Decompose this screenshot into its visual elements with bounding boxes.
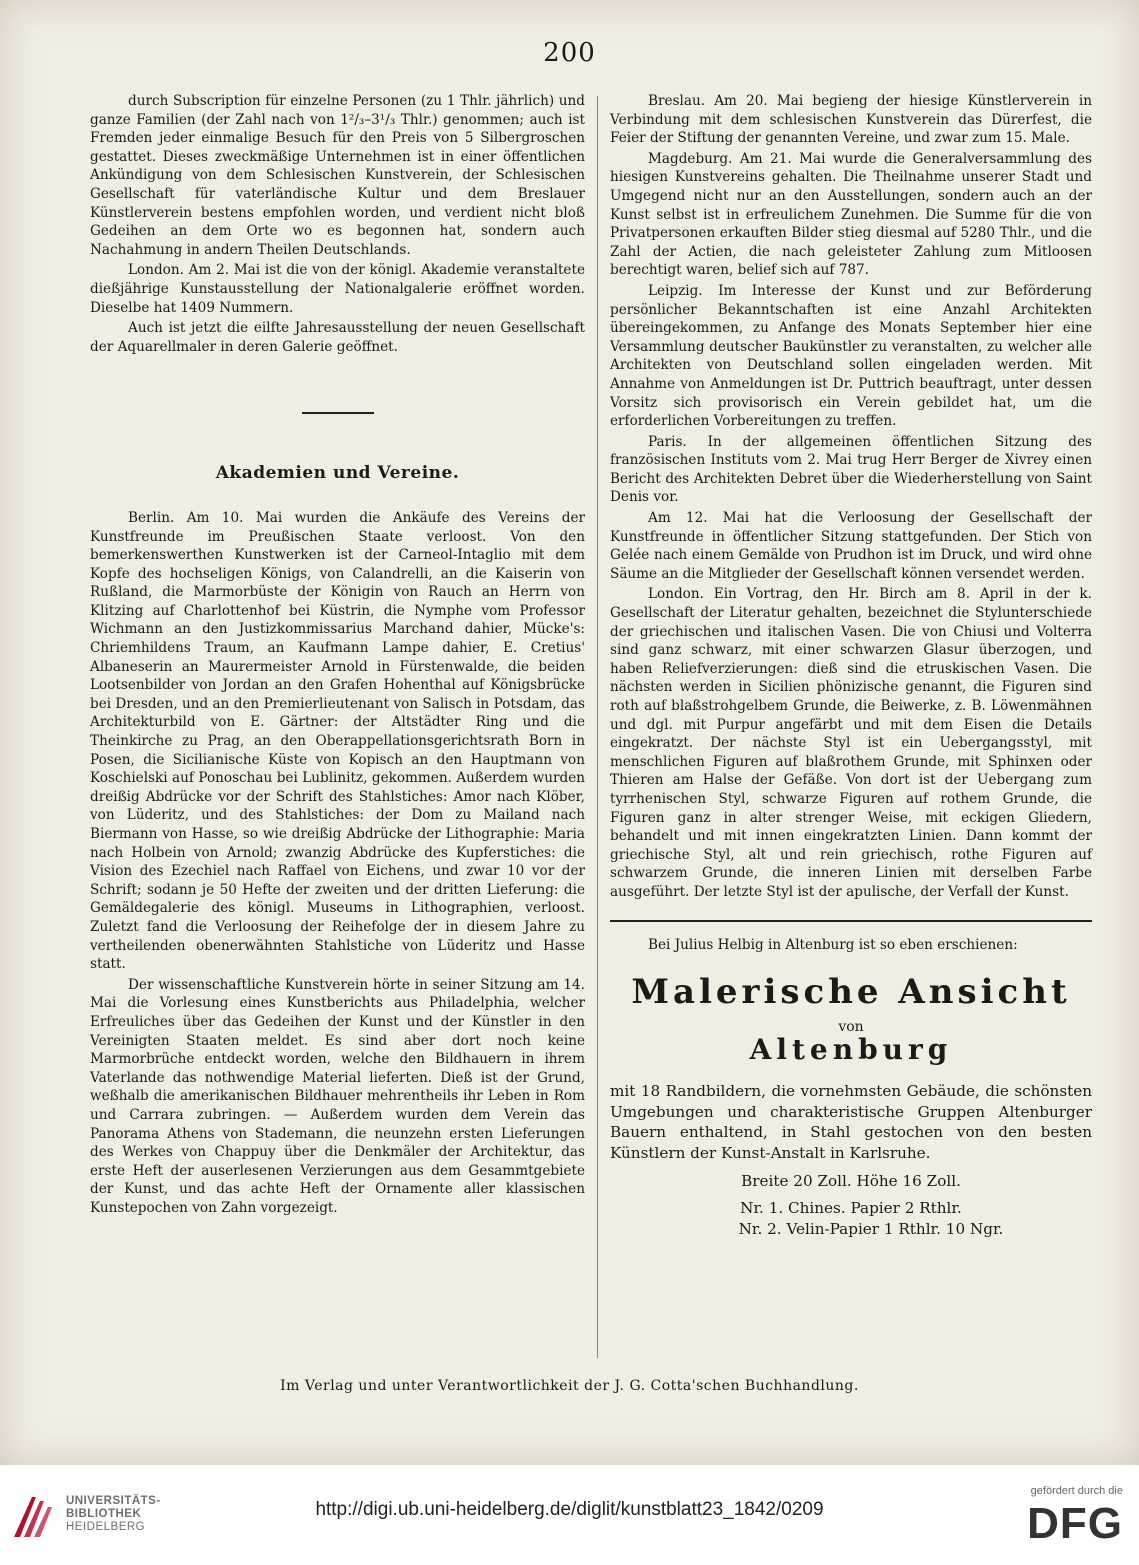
- advertisement: [610, 936, 1092, 1240]
- ad-price-1: Nr. 1. Chines. Papier 2 Rthlr.: [740, 1198, 962, 1217]
- library-name-line-2: BIBLIOTHEK: [66, 1508, 142, 1520]
- advertisement-rule: [610, 920, 1092, 922]
- paragraph-kunstverein: Der wissenschaftliche Kunstverein hörte in seiner Sitzung am 14. Mai die Vorlesung eines Kunstberichts aus Philadelphia, welcher Erfreuliches über das Gedeihen der Kunst und der Künstler in den Vereinigten Staaten meldet. Es sind aber dort noch keine Marmorbrüche entdeckt worden, welche den Bildhauern in ihrem Vaterlande das nothwendige Material lieferten. Dieß ist der Grund, weßhalb die amerikanischen Bildhauer mehrentheils ihr Leben in Rom und Carrara zubringen. — Außerdem wurden dem Verein das Panorama Athens von Stademann, die neunzehn ersten Lieferungen des Werkes von Chappuy über die Denkmäler der Architektur, das erste Heft der auserlesenen Verzierungen aus dem Gesammtgebiete der Kunst, und das achte Heft der Ornamente aller klassischen Kunstepochen von Zahn vorgezeigt.: [90, 976, 585, 1216]
- paragraph-paris: Paris. In der allgemeinen öffentlichen Sitzung des französischen Instituts vom 2. Mai trug Herr Berger de Xivrey einen Bericht des Architekten Debret über die Wiederherstellung von Saint Denis vor.: [610, 433, 1092, 506]
- paragraph-verloosung: Am 12. Mai hat die Verloosung der Gesellschaft der Kunstfreunde in öffentlicher Sitzung stattgefunden. Der Stich von Gelée nach einem Gemälde von Prudhon ist im Druck, und wird ohne Säume an die Mitglieder der Gesellschaft können versendet werden.: [610, 510, 1092, 582]
- paragraph-subscription: durch Subscription für einzelne Personen (zu 1 Thlr. jährlich) und ganze Familien (der Zahl nach von 1²/₃–3¹/₃ Thlr.) genommen; auch ist Fremden jeder einmalige Besuch für den Preis von 5 Silbergroschen gestattet. Dieses zweckmäßige Unternehmen ist in einer öffentlichen Ankündigung von dem Schlesischen Kunstverein, der Schlesischen Gesellschaft für vaterländische Kultur und dem Breslauer Künstlerverein bestens empfohlen worden, und verdient nicht bloß Gedeihen an dem Orte wo es begonnen hat, sondern auch Nachahmung in andern Theilen Deutschlands.: [90, 93, 585, 258]
- ad-intro: Bei Julius Helbig in Altenburg ist so eben erschienen:: [648, 936, 1018, 953]
- source-url-link[interactable]: http://digi.ub.uni-heidelberg.de/diglit/kunstblatt23_1842/0209: [315, 1499, 824, 1520]
- ad-title: Malerische Ansicht: [631, 972, 1071, 1013]
- page-number: 200: [543, 38, 596, 68]
- section-divider: [302, 412, 374, 414]
- funded-by-label: gefördert durch die: [1030, 1485, 1123, 1497]
- paragraph-london-vasen: London. Ein Vortrag, den Hr. Birch am 8. April in der k. Gesellschaft der Literatur gehalten, bezeichnet die Stylunterschiede der griechischen und italischen Vasen. Die von Chiusi und Volterra sind ganz schwarz, mit einer schwarzen Glasur überzogen, und haben Reliefverzierungen: dieß sind die etruskischen Vasen. Die nächsten werden in Sicilien phönizische genannt, die Figuren sind roth auf blaßstrohgelbem Grunde, die Beiwerke, z. B. Löwenmähnen und dgl. mit Purpur angefärbt und mit dem Eisen die Details eingekratzt. Der nächste Styl ist ein Uebergangsstyl, mit menschlichen Figuren auf blaßrothem Grunde, mit Sphinxen oder Thieren am Halse der Gefäße. Von dort ist der Uebergang zum tyrrhenischen Styl, schwarze Figuren auf rothem Grunde, die Figuren ganz in alter strenger Weise, mit eckigen Gliedern, behandelt und mit innen eingekratzten Linien. Dann kommt der griechische Styl, alt und rein griechisch, rothe Figuren auf schwarzem Grunde, die inneren Linien mit derselben Farbe ausgeführt. Der letzte Styl ist der apulische, der Verfall der Kunst.: [610, 586, 1092, 900]
- paragraph-breslau: Breslau. Am 20. Mai begieng der hiesige Künstlerverein in Verbindung mit dem schlesischen Kunstverein das Dürerfest, die Feier der Stiftung der genannten Vereine, und zwar zum 15. Male.: [610, 93, 1092, 147]
- ad-price-2: Nr. 2. Velin-Papier 1 Rthlr. 10 Ngr.: [738, 1219, 1004, 1238]
- ad-size: Breite 20 Zoll. Höhe 16 Zoll.: [741, 1171, 961, 1190]
- ad-description: mit 18 Randbildern, die vornehmsten Gebäude, die schönsten Umgebungen und charakteristische Gruppen Altenburger Bauern enthaltend, in Stahl gestochen von den besten Künstlern der Kunst-Anstalt in Karlsruhe.: [610, 1082, 1092, 1162]
- paragraph-berlin: Berlin. Am 10. Mai wurden die Ankäufe des Vereins der Kunstfreunde im Preußischen Staate verloost. Von den bemerkenswerthen Kunstwerken ist der Carneol-Intaglio mit dem Kopfe des hochseligen Königs, von Calandrelli, an die Kaiserin von Rußland, die Marmorbüste der Königin von Rauch an Herrn von Klitzing auf Charlottenhof bei Küstrin, die Nymphe vom Professor Wichmann an den Justizkommissarius Marchand dahier, Mücke's: Chriemhildens Traum, an Kaufmann Lampe dahier, E. Cretius' Albaneserin an Maurermeister Arnold in Fürstenwalde, die beiden Lootsenbilder von Jordan an den Grafen Hohenthal auf Königsbrücke bei Dresden, und an den Premierlieutenant von Salisch in Potsdam, das Architekturbild von E. Gärtner: der Altstädter Ring und die Theinkirche zu Prag, an den Oberappellationsgerichtsrath Born in Posen, die Sicilianische Küste von Kopisch an den Hauptmann von Koschielski auf Ponoschau bei Lublinitz, gekommen. Außerdem wurden dreißig Abdrücke vor der Schrift des Stahlstiches: Amor nach Klöber, von Lüderitz, und des Stahlstiches: der Dom zu Mailand nach Biermann von Hasse, so wie dreißig Abdrücke der Lithographie: Maria nach Holbein von Arnold; zwanzig Abdrücke des Kupferstiches: die Vision des Ezechiel nach Raffael von Eichens, und zwar 10 vor der Schrift; sodann je 50 Hefte der zweiten und der dritten Lieferung: die Gemäldegalerie des königl. Museums in Lithographien, verloost. Zuletzt fand die Verloosung der Reihefolge der in diesem Jahre zu vertheilenden obenerwähnten Stahlstiche von Lüderitz und Hasse statt.: [90, 509, 585, 973]
- dfg-logo: DFG: [1027, 1499, 1123, 1548]
- library-name-line-3: HEIDELBERG: [66, 1521, 146, 1533]
- library-name-line-1: UNIVERSITÄTS-: [66, 1495, 161, 1507]
- left-column: [90, 92, 585, 1217]
- right-column: [610, 92, 1092, 1240]
- section-title: Akademien und Vereine.: [215, 463, 460, 484]
- paragraph-london-akademie: London. Am 2. Mai ist die von der königl. Akademie veranstaltete dießjährige Kunstausstellung der Nationalgalerie eröffnet worden. Dieselbe hat 1409 Nummern.: [90, 262, 585, 316]
- publisher-footer: Im Verlag und unter Verantwortlichkeit der J. G. Cotta'schen Buchhandlung.: [280, 1378, 859, 1394]
- ad-von: von: [838, 1019, 864, 1036]
- paragraph-magdeburg: Magdeburg. Am 21. Mai wurde die Generalversammlung des hiesigen Kunstvereins gehalten. Die Theilnahme unserer Stadt und Umgegend nicht nur an den Ausstellungen, sondern auch an der Kunst selbst ist in erfreulichem Zunehmen. Die Summe für die von Privatpersonen erkauften Bilder stieg diesmal auf 5280 Thlr., und die Zahl der Actien, die nach geleisteter Zahlung zum Mitloosen berechtigt waren, belief sich auf 787.: [610, 150, 1092, 279]
- digitization-bar: [0, 1465, 1139, 1565]
- paragraph-aquarellmaler: Auch ist jetzt die eilfte Jahresausstellung der neuen Gesellschaft der Aquarellmaler in deren Galerie geöffnet.: [90, 320, 585, 355]
- column-rule: [597, 96, 598, 1358]
- paragraph-leipzig: Leipzig. Im Interesse der Kunst und zur Beförderung persönlicher Bekanntschaften ist eine Anzahl Architekten übereingekommen, zu Anfange des Monats September hier eine Versammlung deutscher Baukünstler zu veranstalten, zu welcher alle Architekten von Deutschland sollen eingeladen werden. Mit Annahme von Anmeldungen ist Dr. Puttrich beauftragt, unter dessen Vorsitz sich provisorisch ein Verein gebildet hat, um die erforderlichen Vorbereitungen zu treffen.: [610, 282, 1092, 430]
- ad-place: Altenburg: [749, 1032, 953, 1066]
